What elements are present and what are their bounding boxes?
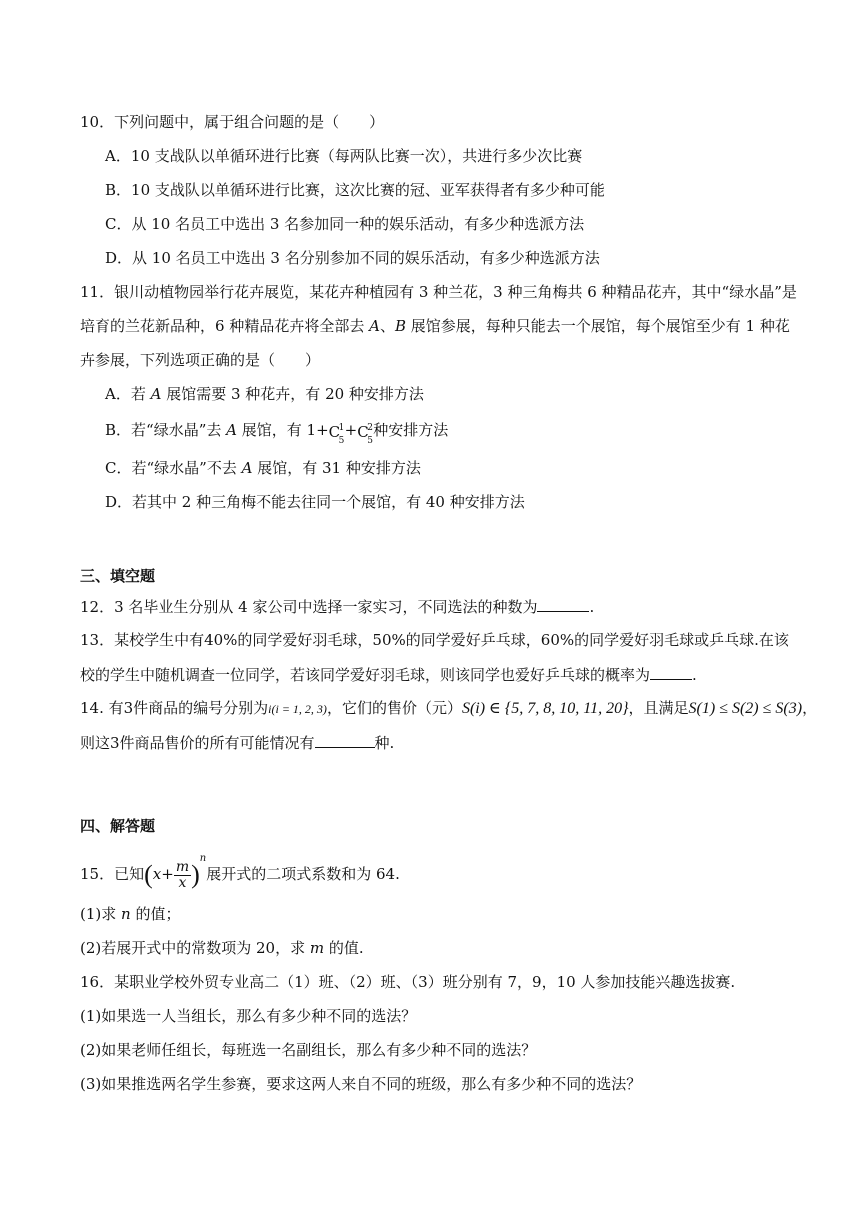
q11-option-a: A．若 A 展馆需要 3 种花卉，有 20 种安排方法 [105,385,424,403]
answer-blank [650,664,692,680]
q11-option-b: B．若“绿水晶”去 A 展馆，有 1+ C 1 5 + C 2 5 种安排方法 [105,421,449,446]
q13-line2: 校的学生中随机调查一位同学，若该同学爱好羽毛球，则该同学也爱好乒乓球的概率为 . [80,666,697,684]
q10-option-d: D．从 10 名员工中选出 3 名分别参加不同的娱乐活动，有多少种选派方法 [105,249,600,267]
q13-line1: 13．某校学生中有40%的同学爱好羽毛球，50%的同学爱好乒乓球，60%的同学爱好羽毛球或乒乓球.在该 [80,631,789,649]
q11-option-c: C．若“绿水晶”不去 A 展馆，有 31 种安排方法 [105,459,421,477]
var-b: B [394,317,406,335]
q10-stem: 10．下列问题中，属于组合问题的是（ ） [80,113,385,131]
q11-line1: 11．银川动植物园举行花卉展览，某花卉种植园有 3 种兰花，3 种三角梅共 6 种精品花卉，其中“绿水晶”是 [80,283,797,301]
q16-part3: (3)如果推选两名学生参赛，要求这两人来自不同的班级，那么有多少种不同的选法？ [80,1075,642,1093]
q10-option-c: C．从 10 名员工中选出 3 名参加同一种的娱乐活动，有多少种选派方法 [105,215,585,233]
combination-c-5-2: C 2 5 [357,423,373,446]
q15-part2: (2)若展开式中的常数项为 20，求 m 的值. [80,939,364,957]
q15-stem: 15．已知(x+ $\frac{m}{x}$ )$^n$展开式的二项式系数和为 64. [80,853,400,891]
section-fill-in-heading: 三、填空题 [80,567,156,585]
answer-blank [315,732,375,748]
q11-line2: 培育的兰花新品种，6 种精品花卉将全部去 A、B 展馆参展，每种只能去一个展馆，每个展馆至少有 1 种花 [80,317,790,335]
q11-option-d: D．若其中 2 种三角梅不能去往同一个展馆，有 40 种安排方法 [105,493,525,511]
fraction-m-over-x: $\frac{m}{x}$ [175,858,190,891]
var-a: A [369,317,380,335]
q15-part1: (1)求 n 的值； [80,905,181,923]
q16-stem: 16．某职业学校外贸专业高二（1）班、（2）班、（3）班分别有 7，9，10 人参加技能兴趣选拔赛. [80,973,736,991]
q10-option-a: A．10 支战队以单循环进行比赛（每两队比赛一次），共进行多少次比赛 [105,147,583,165]
section-solve-heading: 四、解答题 [80,817,156,835]
q16-part1: (1)如果选一人当组长，那么有多少种不同的选法？ [80,1007,417,1025]
q10-option-b: B．10 支战队以单循环进行比赛，这次比赛的冠、亚军获得者有多少种可能 [105,181,605,199]
q14-line1: 14. 有3件商品的编号分别为i(i = 1, 2, 3)，它们的售价（元）S(i) ∈ {5, 7, 8, 10, 11, 20}，且满足S(1) ≤ S(2) ≤ S(3)， [80,699,818,717]
q14-line2: 则这3件商品售价的所有可能情况有 种. [80,734,395,752]
q16-part2: (2)如果老师任组长，每班选一名副组长，那么有多少种不同的选法？ [80,1041,537,1059]
q11-line3: 卉参展，下列选项正确的是（ ） [80,351,321,369]
q12: 12．3 名毕业生分别从 4 家公司中选择一家实习，不同选法的种数为 . [80,598,595,616]
combination-c-5-1: C 1 5 [328,423,345,446]
answer-blank [537,596,589,612]
